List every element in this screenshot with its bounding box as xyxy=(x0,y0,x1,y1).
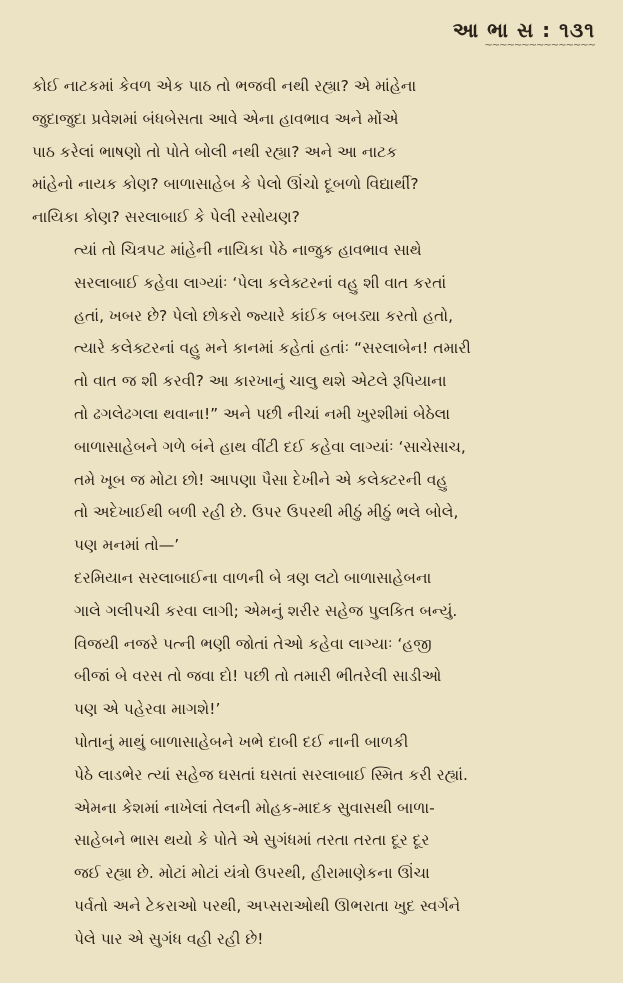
header-ornament-rule: ~~~~~~~~~~~~~~~ xyxy=(484,40,595,51)
paragraph-4 xyxy=(32,726,591,792)
paragraph-3 xyxy=(32,562,591,726)
text-line: હતાં, ખબર છે? પેલો છોકરો જ્યારે કાંઈક બબડ્યા કરતો હતો, xyxy=(74,306,454,325)
text-line: વિજયી નજરે પત્ની ભણી જોતાં તેઓ કહેવા લાગ્યાઃ ‘હજી xyxy=(74,634,432,653)
text-line: તો ઢગલેઢગલા થવાના!” અને પછી નીચાં નમી ખુરશીમાં બેઠેલા xyxy=(74,404,451,423)
running-head-block xyxy=(453,18,595,70)
text-line: માંહેનો નાયક કોણ? બાળાસાહેબ કે પેલો ઊંચો દૂબળો વિદ્યાર્થી? xyxy=(32,175,419,194)
text-line: ત્યાં તો ચિત્રપટ માંહેની નાયિકા પેઠે નાજુક હાવભાવ સાથે xyxy=(74,240,422,259)
page-header xyxy=(28,18,595,70)
text-line: દરમિયાન સરલાબાઈના વાળની બે ત્રણ લટો બાળાસાહેબના xyxy=(74,568,432,587)
running-head-page-number: આ ભા સ : ૧૩૧ xyxy=(452,18,595,42)
paragraph-2 xyxy=(32,234,591,562)
text-line: તમે ખૂબ જ મોટા છો! આપણા પૈસા દેખીને એ કલેક્ટરની વહુ xyxy=(74,470,448,489)
text-line: પણ એ પહેરવા માગશે!’ xyxy=(74,700,221,719)
text-line: સરલાબાઈ કહેવા લાગ્યાંઃ ‘પેલા કલેક્ટરનાં વહુ શી વાત કરતાં xyxy=(74,273,447,292)
text-line: સાહેબને ભાસ થયો કે પોતે એ સુગંધમાં તરતા તરતા દૂર દૂર xyxy=(74,831,430,850)
text-line: પેલે પાર એ સુગંધ વહી રહી છે! xyxy=(74,929,264,948)
text-line: કોઈ નાટકમાં કેવળ એક પાઠ તો ભજવી નથી રહ્યા? એ માંહેના xyxy=(32,77,417,95)
body-text xyxy=(28,70,595,956)
text-line: પણ મનમાં તો—’ xyxy=(74,536,180,555)
text-line: ગાલે ગલીપચી કરવા લાગી; એમનું શરીર સહેજ પુલકિત બન્યું. xyxy=(74,601,458,620)
text-line: ત્યારે કલેક્ટરનાં વહુ મને કાનમાં કહેતાં હતાંઃ “સરલાબેન! તમારી xyxy=(74,339,471,358)
text-line: બીજાં બે વરસ તો જવા દો! પછી તો તમારી ભીતરેલી સાડીઓ xyxy=(74,667,442,686)
paragraph-1 xyxy=(32,70,591,234)
text-line: પોતાનું માથું બાળાસાહેબને ખભે દાબી દઈ નાની બાળકી xyxy=(74,732,409,751)
text-line: પર્વતો અને ટેકરાઓ પરથી, અપ્સરાઓથી ઊભરાતા ખુદ સ્વર્ગને xyxy=(74,896,461,915)
text-line: જુદાજુદા પ્રવેશમાં બંધબેસતા આવે એના હાવભાવ અને મોંએ xyxy=(32,109,399,128)
text-line: પેઠે લાડભેર ત્યાં સહેજ ઘસતાં ઘસતાં સરલાબાઈ સ્મિત કરી રહ્યાં. xyxy=(74,765,468,784)
text-line: બાળાસાહેબને ગળે બંને હાથ વીંટી દઈ કહેવા લાગ્યાંઃ ‘સાચેસાચ, xyxy=(74,437,466,456)
text-line: તો વાત જ શી કરવી? આ કારખાનું ચાલુ થશે એટલે રૂપિયાના xyxy=(74,372,447,391)
text-line: પાઠ કરેલાં ભાષણો તો પોતે બોલી નથી રહ્યા? અને આ નાટક xyxy=(32,142,398,161)
text-line: એમના કેશમાં નાખેલાં તેલની મોહક-માદક સુવાસથી બાળા- xyxy=(74,798,435,817)
paragraph-5 xyxy=(32,792,591,956)
text-line: નાયિકા કોણ? સરલાબાઈ કે પેલી રસોયણ? xyxy=(32,208,300,227)
text-line: જઈ રહ્યા છે. મોટાં મોટાં યંત્રો ઉપરથી, હીરામાણેકના ઊંચા xyxy=(74,864,430,883)
text-line: તો અદેખાઈથી બળી રહી છે. ઉપર ઉપરથી મીઠું મીઠું ભલે બોલે, xyxy=(74,503,459,522)
